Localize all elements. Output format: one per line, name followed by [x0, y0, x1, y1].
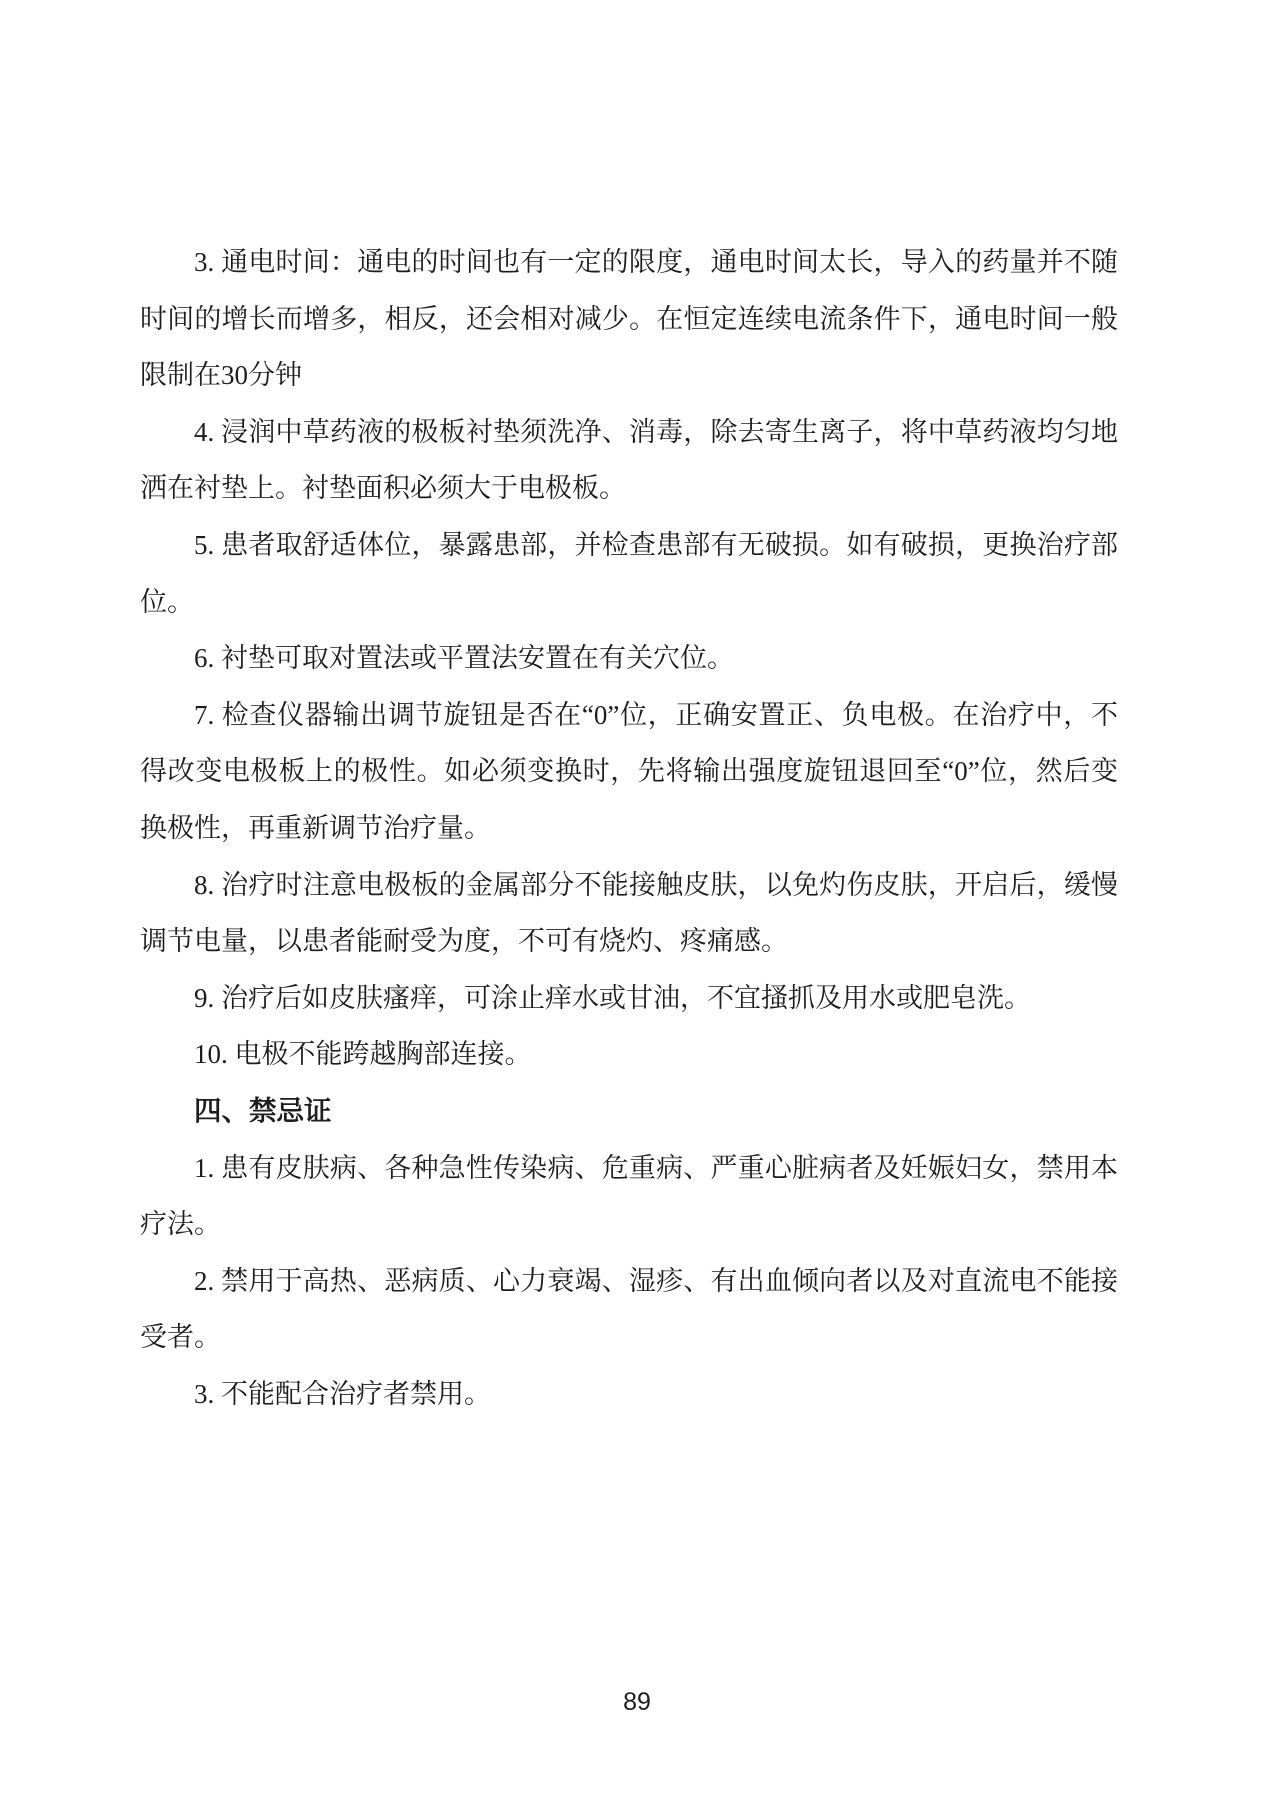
text-line: 位。	[140, 586, 194, 617]
page-footer	[0, 1688, 1274, 1717]
section	[140, 1083, 1118, 1140]
text-line: 洒在衬垫上。衬垫面积必须大于电极板。	[140, 473, 626, 504]
text-line: 3. 通电时间：通电的时间也有一定的限度，通电时间太长，导入的药量并不随	[194, 247, 1118, 277]
paragraph	[140, 517, 1118, 630]
paragraph	[140, 404, 1118, 517]
text-line: 4. 浸润中草药液的极板衬垫须洗净、消毒，除去寄生离子，将中草药液均匀地	[194, 416, 1118, 447]
paragraph	[140, 857, 1118, 970]
text-line: 换极性，再重新调节治疗量。	[140, 812, 491, 843]
text-line: 2. 禁用于高热、恶病质、心力衰竭、湿疹、有出血倾向者以及对直流电不能接	[194, 1265, 1118, 1296]
paragraph	[140, 1366, 1118, 1423]
text-line: 5. 患者取舒适体位，暴露患部，并检查患部有无破损。如有破损，更换治疗部	[194, 529, 1118, 560]
text-line: 得改变电极板上的极性。如必须变换时，先将输出强度旋钮退回至“0”位，然后变	[140, 756, 1118, 787]
paragraph	[140, 1253, 1118, 1366]
text-line: 疗法。	[140, 1209, 221, 1240]
text-line: 7. 检查仪器输出调节旋钮是否在“0”位，正确安置正、负电极。在治疗中，不	[194, 699, 1118, 730]
text-line: 受者。	[140, 1322, 221, 1353]
document-body	[140, 234, 1118, 1422]
text-line: 时间的增长而增多，相反，还会相对减少。在恒定连续电流条件下，通电时间一般	[140, 303, 1118, 334]
paragraph	[140, 1026, 1118, 1083]
section-heading: 四、禁忌证	[194, 1094, 332, 1126]
page-number: 89	[623, 1688, 651, 1716]
paragraph	[140, 970, 1118, 1027]
text-line: 9. 治疗后如皮肤瘙痒，可涂止痒水或甘油，不宜搔抓及用水或肥皂洗。	[194, 982, 1031, 1013]
paragraph	[140, 687, 1118, 857]
text-line: 1. 患有皮肤病、各种急性传染病、危重病、严重心脏病者及妊娠妇女，禁用本	[194, 1152, 1118, 1183]
text-line: 限制在30分钟	[140, 360, 302, 391]
paragraph	[140, 630, 1118, 687]
text-line: 3. 不能配合治疗者禁用。	[194, 1378, 491, 1409]
text-line: 8. 治疗时注意电极板的金属部分不能接触皮肤，以免灼伤皮肤，开启后，缓慢	[194, 869, 1118, 900]
paragraph	[140, 1140, 1118, 1253]
text-line: 10. 电极不能跨越胸部连接。	[194, 1039, 532, 1070]
text-line: 调节电量，以患者能耐受为度，不可有烧灼、疼痛感。	[140, 926, 788, 957]
paragraph	[140, 234, 1118, 404]
text-line: 6. 衬垫可取对置法或平置法安置在有关穴位。	[194, 643, 734, 674]
